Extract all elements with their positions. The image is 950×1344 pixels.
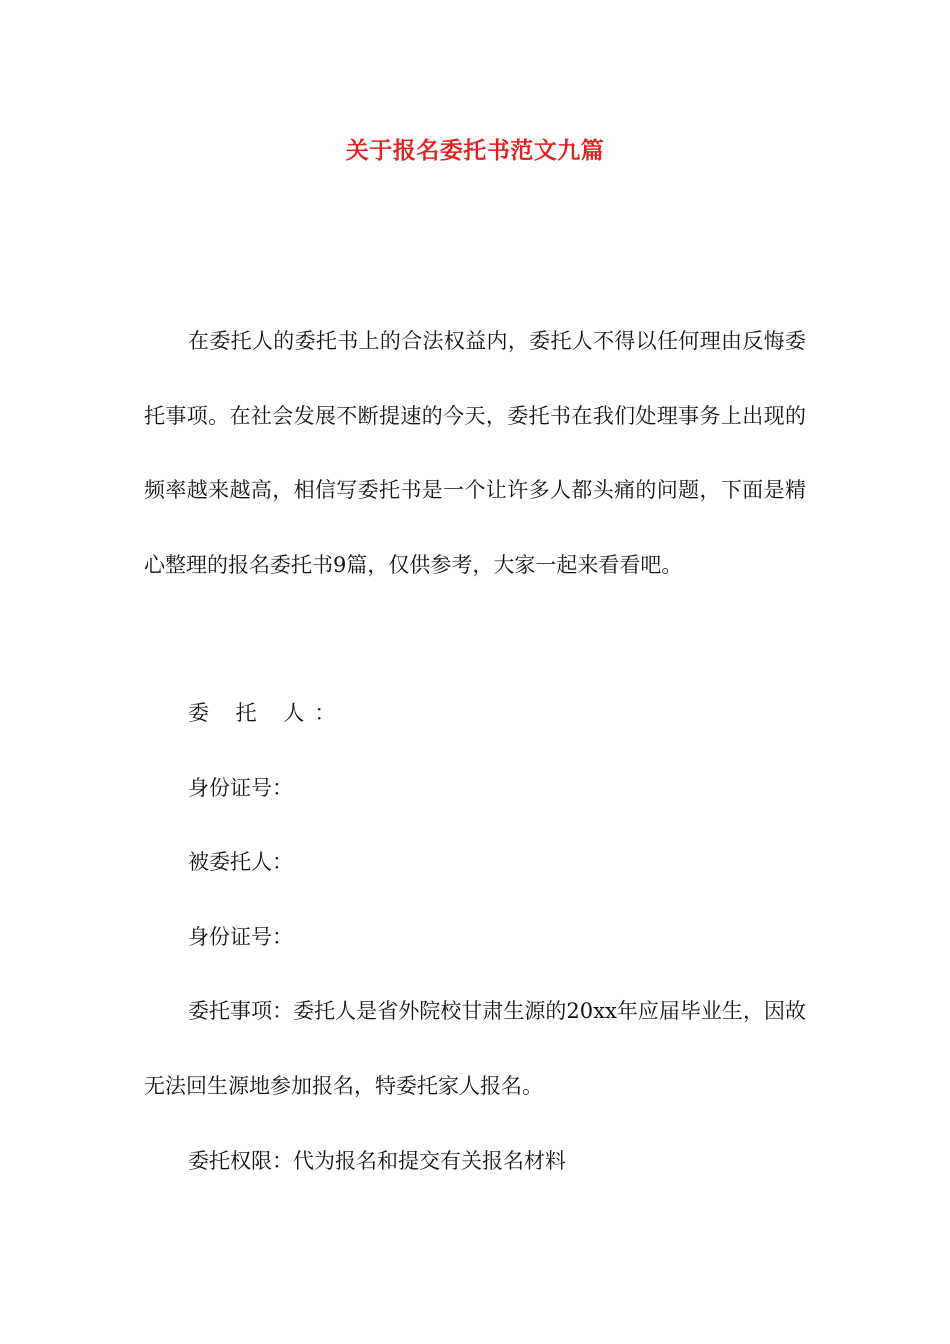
authority-paragraph: 委托权限：代为报名和提交有关报名材料 <box>188 1149 566 1173</box>
intro-paragraph: 在委托人的委托书上的合法权益内，委托人不得以任何理由反悔委托事项。在社会发展不断提速的今天，委托书在我们处理事务上出现的频率越来越高，相信写委托书是一个让许多人都头痛的问题，下面是精心整理的报名委托书9篇，仅供参考，大家一起来看看吧。 <box>144 329 806 577</box>
agent-id-field-label: 身份证号： <box>188 925 293 949</box>
principal-field-label: 委 托 人： <box>188 701 346 725</box>
agent-field-label: 被委托人： <box>188 850 293 874</box>
document-title: 关于报名委托书范文九篇 <box>345 138 605 164</box>
principal-id-field-label: 身份证号： <box>188 776 293 800</box>
matter-paragraph: 委托事项：委托人是省外院校甘肃生源的20xx年应届毕业生，因故无法回生源地参加报名，特委托家人报名。 <box>144 999 806 1098</box>
